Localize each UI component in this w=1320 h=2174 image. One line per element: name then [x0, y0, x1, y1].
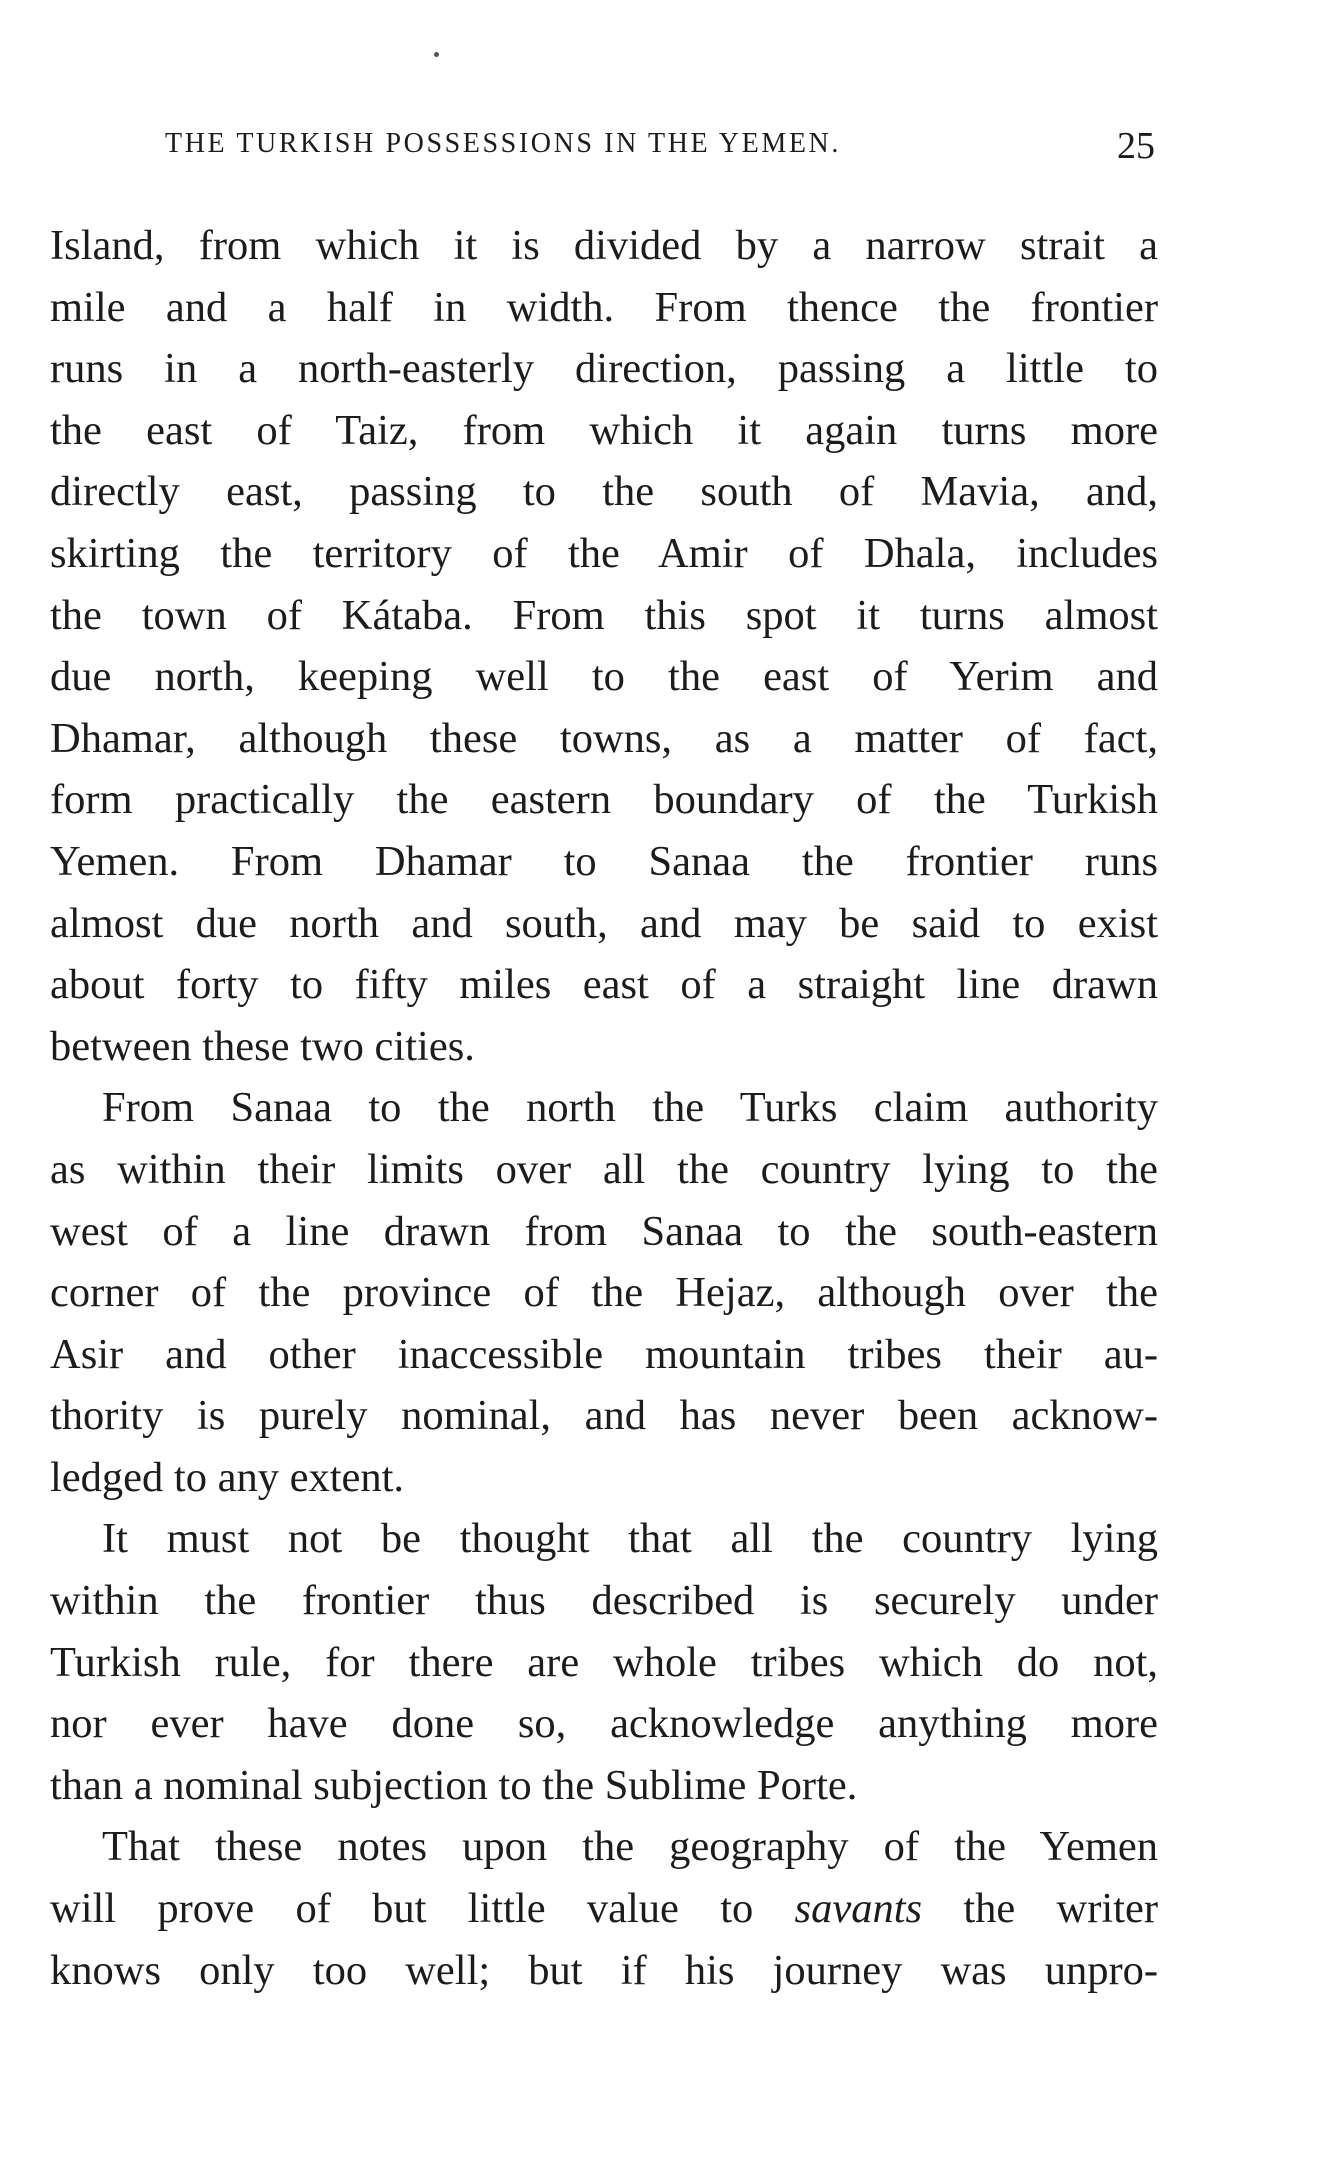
text-line: corner of the province of the Hejaz, although over the [50, 1269, 1158, 1317]
text-line: Turkish rule, for there are whole tribes which do not, [50, 1638, 1158, 1686]
text-line: between these two cities. [50, 1022, 475, 1070]
text-line: west of a line drawn from Sanaa to the south-eastern [50, 1207, 1158, 1255]
paragraph-2 [50, 1077, 1158, 1508]
paragraph-1 [50, 215, 1158, 1077]
print-speck [434, 52, 439, 57]
text-line: thority is purely nominal, and has never been acknow- [50, 1392, 1158, 1440]
text-line: directly east, passing to the south of Mavia, and, [50, 468, 1158, 516]
running-title: THE TURKISH POSSESSIONS IN THE YEMEN. [165, 128, 841, 159]
text-line: within the frontier thus described is securely under [50, 1577, 1158, 1625]
text-line: ledged to any extent. [50, 1453, 405, 1501]
italic-word: savants [794, 1885, 923, 1933]
text-line: That these notes upon the geography of the Yemen [102, 1823, 1158, 1871]
text-line: Island, from which it is divided by a narrow strait a [50, 222, 1158, 269]
text-line: It must not be thought that all the country lying [102, 1515, 1158, 1563]
text-line: as within their limits over all the country lying to the [50, 1145, 1158, 1193]
text-line: due north, keeping well to the east of Yerim and [50, 653, 1158, 701]
text-line: Asir and other inaccessible mountain tribes their au- [50, 1330, 1158, 1378]
text-line: Dhamar, although these towns, as a matter of fact, [50, 714, 1158, 762]
text-line: From Sanaa to the north the Turks claim authority [102, 1084, 1158, 1132]
text-line: form practically the eastern boundary of the Turkish [50, 776, 1158, 824]
text-line: about forty to fifty miles east of a straight line drawn [50, 961, 1158, 1009]
body-text [50, 215, 1158, 2001]
text-line: the east of Taiz, from which it again turns more [50, 406, 1158, 454]
text-line: the town of Kátaba. From this spot it turns almost [50, 591, 1158, 639]
text-line: knows only too well; but if his journey was unpro- [50, 1946, 1158, 1994]
text-line: Yemen. From Dhamar to Sanaa the frontier runs [50, 837, 1158, 885]
paragraph-4 [50, 1816, 1158, 2001]
running-head [165, 124, 1155, 174]
page-number: 25 [1117, 125, 1155, 167]
text-line: nor ever have done so, acknowledge anything more [50, 1700, 1158, 1748]
text-line-with-italic [50, 1878, 1158, 1940]
text-line: mile and a half in width. From thence the frontier [50, 283, 1158, 331]
text-line: almost due north and south, and may be said to exist [50, 899, 1158, 947]
text-line: than a nominal subjection to the Sublime Porte. [50, 1761, 858, 1809]
paragraph-3 [50, 1508, 1158, 1816]
text-run: will prove of but little value to [50, 1885, 795, 1933]
text-line: skirting the territory of the Amir of Dhala, includes [50, 529, 1158, 577]
text-run: the writer [922, 1885, 1158, 1933]
text-line: runs in a north-easterly direction, passing a little to [50, 345, 1158, 393]
